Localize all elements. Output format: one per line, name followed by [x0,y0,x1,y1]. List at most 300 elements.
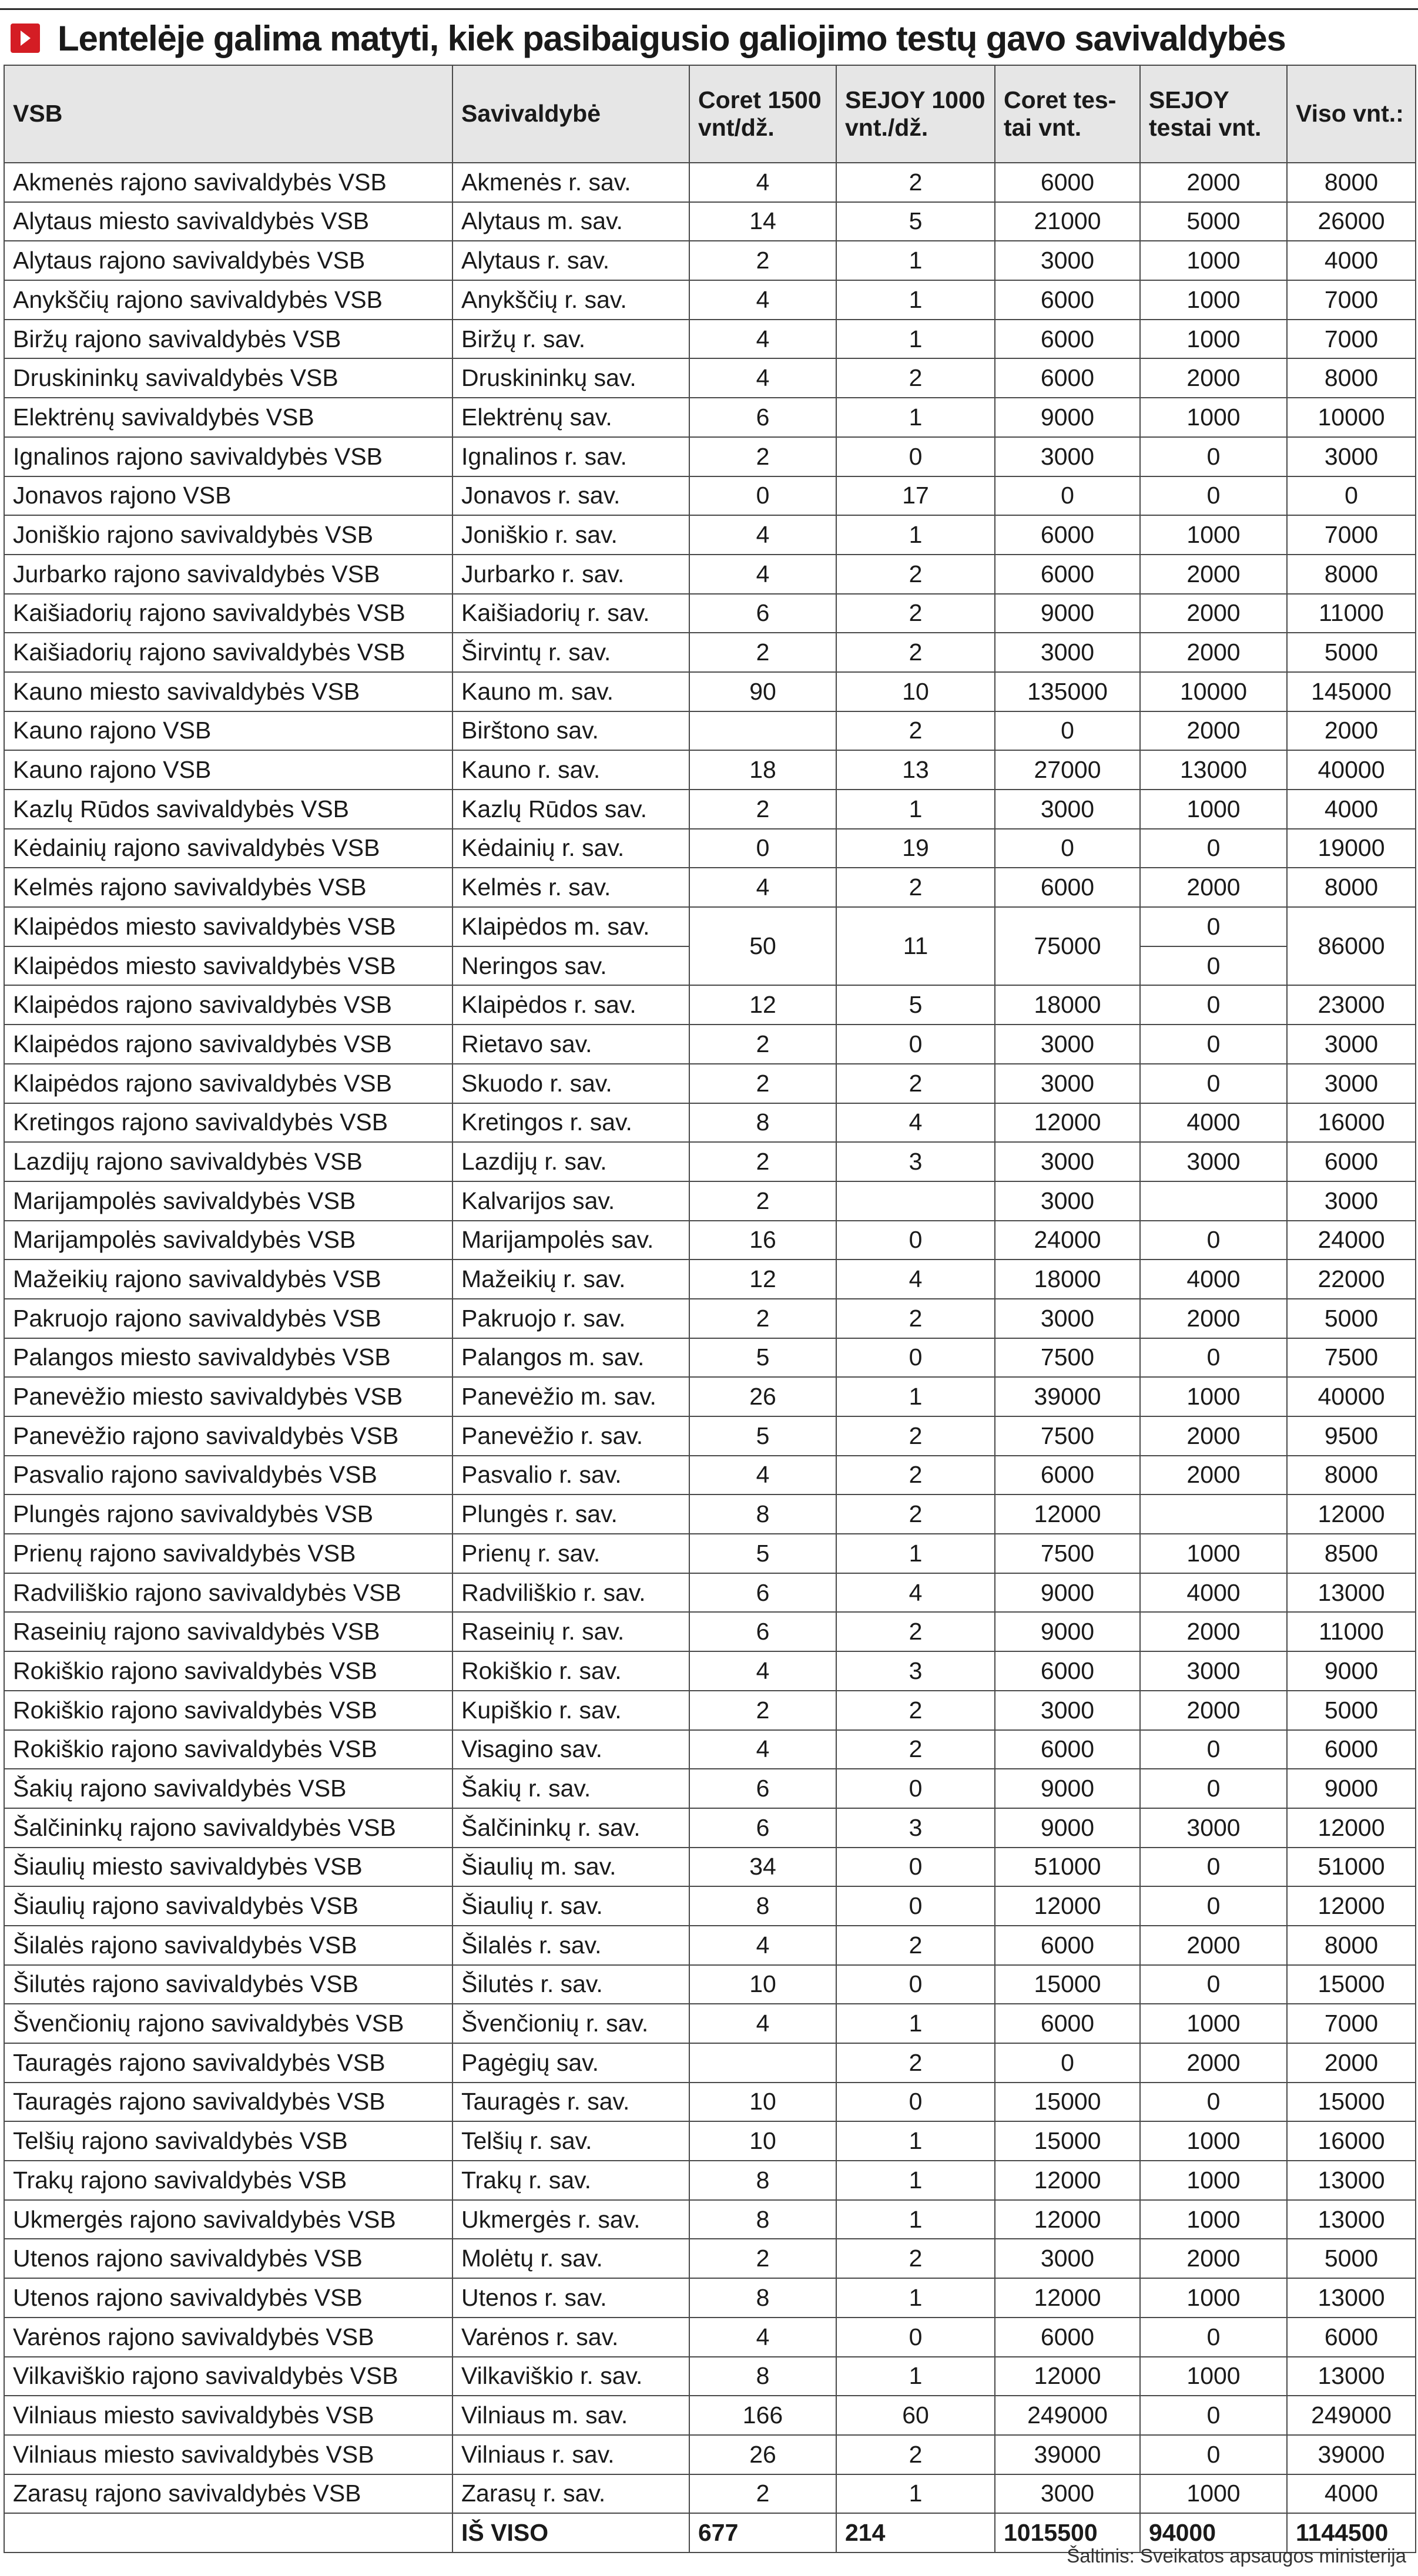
cell-total: 9000 [1287,1769,1416,1808]
cell-total: 12000 [1287,1494,1416,1534]
cell-sejoy-tests: 0 [1140,829,1287,868]
cell-coret: 5 [689,1416,836,1456]
cell-total: 11000 [1287,1612,1416,1651]
table-row [4,515,1416,555]
cell-coret: 4 [689,868,836,907]
header-total-label: Viso vnt.: [1296,100,1404,127]
cell-savivaldybe: Kelmės r. sav. [452,868,689,907]
cell-savivaldybe: Marijampolės sav. [452,1221,689,1260]
cell-coret-tests: 24000 [995,1221,1140,1260]
table-row [4,398,1416,437]
header-sejoy-tests-line2: testai vnt. [1149,114,1262,141]
cell-sejoy-tests: 1000 [1140,2278,1287,2318]
cell-sejoy: 1 [836,790,995,829]
cell-savivaldybe: Mažeikių r. sav. [452,1260,689,1299]
table-row [4,1848,1416,1887]
cell-total: 16000 [1287,2121,1416,2161]
cell-sejoy: 1 [836,241,995,280]
cell-coret: 8 [689,1494,836,1534]
cell-coret-tests: 27000 [995,750,1140,790]
cell-coret: 8 [689,1886,836,1926]
cell-sejoy: 0 [836,1848,995,1887]
cell-sejoy-tests: 1000 [1140,320,1287,359]
cell-total: 13000 [1287,2357,1416,2396]
cell-savivaldybe: Ignalinos r. sav. [452,437,689,476]
cell-sejoy-tests: 2000 [1140,2043,1287,2083]
cell-sejoy: 1 [836,2121,995,2161]
cell-savivaldybe: Kėdainių r. sav. [452,829,689,868]
cell-sejoy-tests: 1000 [1140,398,1287,437]
cell-savivaldybe: Rietavo sav. [452,1025,689,1064]
cell-coret-tests: 15000 [995,1965,1140,2004]
cell-vsb: Trakų rajono savivaldybės VSB [4,2161,452,2200]
cell-total: 8000 [1287,868,1416,907]
cell-coret: 2 [689,2474,836,2514]
cell-vsb: Joniškio rajono savivaldybės VSB [4,515,452,555]
cell-total: 3000 [1287,1025,1416,1064]
cell-coret: 6 [689,398,836,437]
cell-coret-tests: 18000 [995,1260,1140,1299]
cell-coret: 0 [689,476,836,516]
cell-coret-tests: 12000 [995,2161,1140,2200]
cell-savivaldybe: Šilalės r. sav. [452,1926,689,1965]
cell-sejoy: 1 [836,2357,995,2396]
cell-sejoy: 4 [836,1260,995,1299]
cell-sejoy-tests: 0 [1140,2318,1287,2357]
table-row [4,633,1416,672]
cell-sejoy-tests: 0 [1140,1886,1287,1926]
cell-coret-tests: 12000 [995,1103,1140,1143]
table-row [4,555,1416,594]
cell-total: 5000 [1287,1299,1416,1338]
cell-sejoy-tests: 4000 [1140,1103,1287,1143]
cell-coret: 2 [689,241,836,280]
cell-sejoy: 2 [836,1064,995,1103]
cell-coret: 18 [689,750,836,790]
cell-vsb: Kaišiadorių rajono savivaldybės VSB [4,633,452,672]
cell-coret-tests: 9000 [995,1769,1140,1808]
cell-vsb: Druskininkų savivaldybės VSB [4,358,452,398]
cell-sejoy: 2 [836,1691,995,1730]
header-sejoy-line2: vnt./dž. [845,114,928,141]
totals-label: IŠ VISO [452,2513,689,2553]
cell-vsb: Panevėžio rajono savivaldybės VSB [4,1416,452,1456]
cell-savivaldybe: Lazdijų r. sav. [452,1142,689,1181]
cell-sejoy: 10 [836,672,995,711]
cell-coret-tests: 6000 [995,280,1140,320]
cell-coret-tests: 0 [995,829,1140,868]
cell-coret-tests: 7500 [995,1338,1140,1378]
cell-coret-tests: 0 [995,2043,1140,2083]
cell-sejoy: 1 [836,2278,995,2318]
cell-sejoy: 1 [836,1534,995,1573]
cell-vsb: Rokiškio rajono savivaldybės VSB [4,1691,452,1730]
cell-total: 39000 [1287,2435,1416,2474]
table-row [4,1260,1416,1299]
cell-vsb: Šilutės rajono savivaldybės VSB [4,1965,452,2004]
cell-coret: 4 [689,163,836,202]
cell-sejoy: 4 [836,1103,995,1143]
cell-vsb: Pasvalio rajono savivaldybės VSB [4,1456,452,1495]
cell-vsb: Utenos rajono savivaldybės VSB [4,2239,452,2278]
cell-vsb: Zarasų rajono savivaldybės VSB [4,2474,452,2514]
cell-sejoy-tests: 2000 [1140,358,1287,398]
table-row [4,1926,1416,1965]
cell-vsb: Kelmės rajono savivaldybės VSB [4,868,452,907]
cell-sejoy-tests: 2000 [1140,1612,1287,1651]
table-row [4,1494,1416,1534]
cell-savivaldybe: Tauragės r. sav. [452,2083,689,2122]
cell-sejoy-tests: 1000 [1140,280,1287,320]
table-row [4,163,1416,202]
cell-coret: 2 [689,1181,836,1221]
table-row [4,868,1416,907]
cell-sejoy-tests: 2000 [1140,711,1287,751]
cell-coret-tests: 12000 [995,1494,1140,1534]
play-icon [11,23,40,53]
cell-total: 4000 [1287,241,1416,280]
cell-coret-tests: 12000 [995,1886,1140,1926]
cell-sejoy-tests: 0 [1140,2083,1287,2122]
cell-vsb: Klaipėdos rajono savivaldybės VSB [4,985,452,1025]
header-coret-tests [995,65,1140,163]
cell-total: 13000 [1287,2161,1416,2200]
cell-vsb: Klaipėdos rajono savivaldybės VSB [4,1025,452,1064]
cell-sejoy-tests: 0 [1140,946,1287,986]
cell-total: 15000 [1287,1965,1416,2004]
cell-total: 23000 [1287,985,1416,1025]
cell-vsb: Ukmergės rajono savivaldybės VSB [4,2200,452,2239]
cell-sejoy: 19 [836,829,995,868]
header-coret [689,65,836,163]
cell-sejoy: 2 [836,358,995,398]
cell-coret-tests: 9000 [995,594,1140,633]
cell-coret-tests: 3000 [995,1181,1140,1221]
cell-coret: 6 [689,594,836,633]
cell-vsb: Kretingos rajono savivaldybės VSB [4,1103,452,1143]
cell-total: 51000 [1287,1848,1416,1887]
cell-total: 16000 [1287,1103,1416,1143]
cell-coret [689,2043,836,2083]
table-body-b [4,985,1416,2513]
cell-coret-tests: 7500 [995,1534,1140,1573]
cell-sejoy-tests: 3000 [1140,1651,1287,1691]
cell-savivaldybe: Trakų r. sav. [452,2161,689,2200]
cell-savivaldybe: Ukmergės r. sav. [452,2200,689,2239]
cell-coret-tests: 18000 [995,985,1140,1025]
totals-sejoy: 214 [836,2513,995,2553]
table-row [4,1103,1416,1143]
cell-sejoy: 2 [836,1416,995,1456]
cell-coret: 5 [689,1338,836,1378]
cell-sejoy-tests [1140,1494,1287,1534]
cell-total: 40000 [1287,1377,1416,1416]
cell-total: 4000 [1287,790,1416,829]
cell-vsb: Ignalinos rajono savivaldybės VSB [4,437,452,476]
cell-savivaldybe: Kretingos r. sav. [452,1103,689,1143]
cell-sejoy: 1 [836,515,995,555]
cell-sejoy-tests: 0 [1140,1848,1287,1887]
totals-coret: 677 [689,2513,836,2553]
table-row [4,1416,1416,1456]
cell-vsb: Akmenės rajono savivaldybės VSB [4,163,452,202]
cell-coret: 4 [689,1926,836,1965]
cell-savivaldybe: Šakių r. sav. [452,1769,689,1808]
table-row [4,358,1416,398]
table-row [4,594,1416,633]
cell-coret-tests: 7500 [995,1416,1140,1456]
cell-sejoy-tests: 0 [1140,1064,1287,1103]
header-row [4,65,1416,163]
cell-coret-tests: 6000 [995,2318,1140,2357]
cell-sejoy: 2 [836,633,995,672]
cell-coret-tests: 6000 [995,1926,1140,1965]
cell-vsb: Plungės rajono savivaldybės VSB [4,1494,452,1534]
cell-coret: 4 [689,1730,836,1769]
cell-sejoy-tests: 3000 [1140,1808,1287,1848]
cell-vsb: Jonavos rajono VSB [4,476,452,516]
cell-savivaldybe: Vilniaus r. sav. [452,2435,689,2474]
cell-coret: 6 [689,1612,836,1651]
cell-total: 2000 [1287,711,1416,751]
cell-sejoy: 2 [836,868,995,907]
table-row [4,829,1416,868]
cell-coret: 4 [689,515,836,555]
table-row [4,2474,1416,2514]
cell-savivaldybe: Molėtų r. sav. [452,2239,689,2278]
cell-coret-tests: 9000 [995,1612,1140,1651]
cell-coret-tests: 39000 [995,1377,1140,1416]
table-row [4,202,1416,241]
cell-savivaldybe: Kauno m. sav. [452,672,689,711]
cell-total: 8000 [1287,1456,1416,1495]
table-row [4,1691,1416,1730]
cell-coret-tests: 6000 [995,1730,1140,1769]
table-row [4,985,1416,1025]
cell-coret-tests: 15000 [995,2121,1140,2161]
cell-total: 24000 [1287,1221,1416,1260]
table-row [4,1612,1416,1651]
cell-sejoy-tests: 5000 [1140,202,1287,241]
cell-coret-tests: 3000 [995,633,1140,672]
cell-coret: 34 [689,1848,836,1887]
cell-vsb: Telšių rajono savivaldybės VSB [4,2121,452,2161]
cell-coret-tests: 6000 [995,1456,1140,1495]
cell-coret: 12 [689,1260,836,1299]
cell-vsb: Utenos rajono savivaldybės VSB [4,2278,452,2318]
cell-coret-tests: 0 [995,476,1140,516]
cell-savivaldybe: Joniškio r. sav. [452,515,689,555]
cell-sejoy-tests: 2000 [1140,555,1287,594]
source-note: Šaltinis: Sveikatos apsaugos ministerija [1067,2545,1406,2567]
cell-sejoy-tests: 2000 [1140,2239,1287,2278]
cell-vsb: Pakruojo rajono savivaldybės VSB [4,1299,452,1338]
cell-total: 3000 [1287,1064,1416,1103]
cell-sejoy: 0 [836,1025,995,1064]
cell-coret: 14 [689,202,836,241]
table-row [4,790,1416,829]
table-row [4,1299,1416,1338]
cell-total: 9500 [1287,1416,1416,1456]
cell-coret-tests: 3000 [995,2239,1140,2278]
cell-sejoy: 2 [836,1612,995,1651]
cell-sejoy: 13 [836,750,995,790]
cell-savivaldybe: Radviliškio r. sav. [452,1573,689,1613]
cell-sejoy-tests: 0 [1140,1730,1287,1769]
header-vsb-label: VSB [13,100,63,127]
cell-total: 5000 [1287,1691,1416,1730]
cell-vsb: Šakių rajono savivaldybės VSB [4,1769,452,1808]
cell-sejoy-tests: 1000 [1140,2474,1287,2514]
cell-sejoy-tests: 3000 [1140,1142,1287,1181]
cell-sejoy: 2 [836,2239,995,2278]
cell-savivaldybe: Anykščių r. sav. [452,280,689,320]
cell-sejoy: 1 [836,1377,995,1416]
header-sejoy-tests [1140,65,1287,163]
cell-vsb: Panevėžio miesto savivaldybės VSB [4,1377,452,1416]
cell-coret-tests: 15000 [995,2083,1140,2122]
cell-total: 12000 [1287,1808,1416,1848]
cell-sejoy-tests: 2000 [1140,1691,1287,1730]
cell-vsb: Kėdainių rajono savivaldybės VSB [4,829,452,868]
cell-coret: 2 [689,1142,836,1181]
cell-total: 12000 [1287,1886,1416,1926]
cell-sejoy: 0 [836,1338,995,1378]
cell-coret: 5 [689,1534,836,1573]
cell-coret-tests: 9000 [995,1808,1140,1848]
cell-sejoy-tests: 2000 [1140,1299,1287,1338]
page-title: Lentelėje galima matyti, kiek pasibaigusio galiojimo testų gavo savivaldybės [58,18,1286,58]
cell-vsb: Klaipėdos miesto savivaldybės VSB [4,907,452,946]
cell-sejoy: 1 [836,2200,995,2239]
cell-coret: 16 [689,1221,836,1260]
cell-savivaldybe: Biržų r. sav. [452,320,689,359]
cell-total: 8500 [1287,1534,1416,1573]
cell-coret: 6 [689,1769,836,1808]
cell-savivaldybe: Druskininkų sav. [452,358,689,398]
cell-sejoy: 0 [836,437,995,476]
cell-sejoy: 11 [836,907,995,985]
cell-sejoy-tests: 0 [1140,1221,1287,1260]
table-row [4,1456,1416,1495]
cell-total: 13000 [1287,2278,1416,2318]
cell-coret-tests: 6000 [995,163,1140,202]
table-row [4,1886,1416,1926]
cell-sejoy-tests: 4000 [1140,1573,1287,1613]
cell-coret: 2 [689,633,836,672]
cell-coret: 2 [689,1025,836,1064]
cell-coret-tests: 6000 [995,358,1140,398]
cell-sejoy-tests: 0 [1140,437,1287,476]
cell-total: 26000 [1287,202,1416,241]
cell-total: 9000 [1287,1651,1416,1691]
cell-total: 6000 [1287,1142,1416,1181]
cell-coret: 0 [689,829,836,868]
cell-vsb: Radviliškio rajono savivaldybės VSB [4,1573,452,1613]
cell-coret: 26 [689,1377,836,1416]
cell-vsb: Vilniaus miesto savivaldybės VSB [4,2396,452,2435]
cell-sejoy-tests: 0 [1140,1338,1287,1378]
cell-sejoy-tests: 1000 [1140,1377,1287,1416]
cell-coret-tests: 3000 [995,1299,1140,1338]
cell-savivaldybe: Palangos m. sav. [452,1338,689,1378]
cell-coret-tests: 3000 [995,437,1140,476]
cell-sejoy-tests: 2000 [1140,163,1287,202]
cell-coret-tests: 6000 [995,1651,1140,1691]
cell-sejoy-tests: 0 [1140,1025,1287,1064]
cell-coret: 50 [689,907,836,985]
cell-sejoy: 2 [836,1926,995,1965]
cell-coret-tests: 3000 [995,241,1140,280]
table-row [4,1064,1416,1103]
header-savivaldybe [452,65,689,163]
cell-coret: 8 [689,2200,836,2239]
header-total [1287,65,1416,163]
header-coret-tests-line1: Coret tes- [1004,86,1117,113]
cell-savivaldybe: Rokiškio r. sav. [452,1651,689,1691]
cell-vsb: Marijampolės savivaldybės VSB [4,1181,452,1221]
cell-sejoy: 2 [836,2043,995,2083]
table-body-a [4,163,1416,907]
table-row [4,437,1416,476]
table-row [4,907,1416,946]
cell-sejoy: 0 [836,1769,995,1808]
cell-vsb: Elektrėnų savivaldybės VSB [4,398,452,437]
cell-sejoy: 1 [836,2474,995,2514]
cell-sejoy-tests: 0 [1140,476,1287,516]
table-row [4,2200,1416,2239]
cell-vsb: Šiaulių miesto savivaldybės VSB [4,1848,452,1887]
cell-vsb: Vilkaviškio rajono savivaldybės VSB [4,2357,452,2396]
cell-total: 86000 [1287,907,1416,985]
cell-sejoy: 3 [836,1142,995,1181]
cell-savivaldybe: Pagėgių sav. [452,2043,689,2083]
table-row [4,1730,1416,1769]
cell-vsb: Rokiškio rajono savivaldybės VSB [4,1651,452,1691]
cell-sejoy-tests: 10000 [1140,672,1287,711]
cell-savivaldybe: Skuodo r. sav. [452,1064,689,1103]
cell-total: 15000 [1287,2083,1416,2122]
cell-coret: 4 [689,555,836,594]
cell-savivaldybe: Kalvarijos sav. [452,1181,689,1221]
cell-coret: 6 [689,1573,836,1613]
cell-savivaldybe: Alytaus r. sav. [452,241,689,280]
cell-total: 6000 [1287,2318,1416,2357]
cell-sejoy-tests: 2000 [1140,1456,1287,1495]
table-row [4,2396,1416,2435]
cell-coret: 8 [689,1103,836,1143]
cell-savivaldybe: Pakruojo r. sav. [452,1299,689,1338]
cell-coret: 4 [689,320,836,359]
cell-sejoy-tests: 1000 [1140,1534,1287,1573]
cell-vsb: Prienų rajono savivaldybės VSB [4,1534,452,1573]
cell-vsb: Šilalės rajono savivaldybės VSB [4,1926,452,1965]
table-row [4,1142,1416,1181]
header-sejoy [836,65,995,163]
cell-sejoy: 0 [836,1965,995,2004]
totals-sejoy-tests: 94000 [1140,2513,1287,2553]
table-row [4,1965,1416,2004]
cell-coret-tests: 3000 [995,1691,1140,1730]
cell-coret-tests: 39000 [995,2435,1140,2474]
cell-sejoy: 3 [836,1651,995,1691]
cell-total: 40000 [1287,750,1416,790]
cell-sejoy: 60 [836,2396,995,2435]
cell-sejoy: 1 [836,398,995,437]
table-row [4,241,1416,280]
cell-total: 11000 [1287,594,1416,633]
cell-total: 7000 [1287,2004,1416,2043]
